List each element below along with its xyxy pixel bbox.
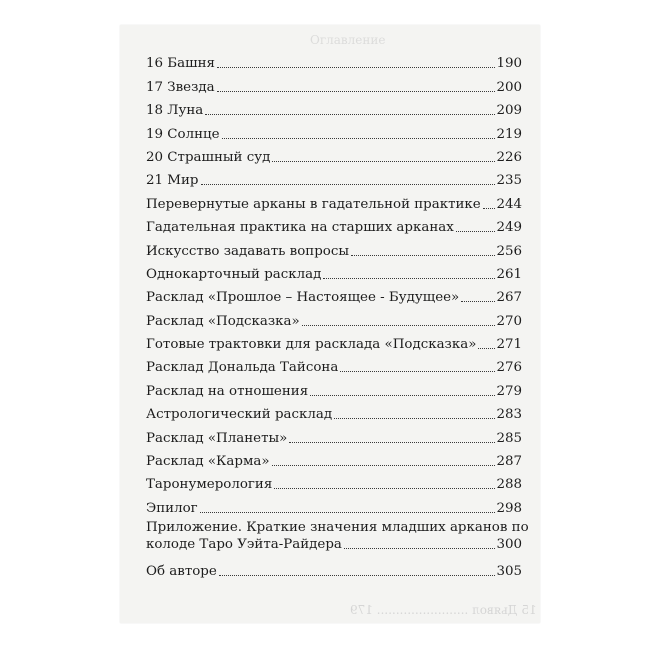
dot-leader <box>456 231 496 232</box>
toc-entry-page: 298 <box>496 500 522 516</box>
toc-entry <box>146 282 522 305</box>
dot-leader <box>289 442 495 443</box>
toc-entry <box>146 305 522 328</box>
toc-entry <box>146 329 522 352</box>
toc-entry <box>146 352 522 375</box>
toc-entry-page: 256 <box>496 243 522 259</box>
toc-entry <box>146 375 522 398</box>
dot-leader <box>351 255 495 256</box>
dot-leader <box>217 67 495 68</box>
toc-entry-page: 200 <box>496 79 522 95</box>
dot-leader <box>340 371 495 372</box>
toc-entry-title: Расклад «Планеты» <box>146 430 288 446</box>
dot-leader <box>310 395 495 396</box>
toc-entry-page: 276 <box>496 360 522 376</box>
toc-entry-title: 18 Луна <box>146 103 204 119</box>
toc-entry-page: 249 <box>496 220 522 236</box>
dot-leader <box>478 348 495 349</box>
dot-leader <box>334 418 495 419</box>
toc-entry-title: 17 Звезда <box>146 79 215 95</box>
toc-entry-page: 270 <box>496 313 522 329</box>
toc-entry <box>146 235 522 258</box>
toc-entry <box>146 48 522 71</box>
toc-entry-title: Гадательная практика на старших арканах <box>146 220 454 236</box>
dot-leader <box>302 325 496 326</box>
toc-entry-page: 261 <box>496 266 522 282</box>
toc-entry <box>146 212 522 235</box>
book-page <box>120 25 540 623</box>
toc-entry-page: 190 <box>496 56 522 72</box>
toc-entry-page: 244 <box>496 196 522 212</box>
bleed-through-text: 15 Дьявол ........................ 179 <box>350 603 537 617</box>
toc-entry-title-continued: колоде Таро Уэйта-Райдера <box>146 536 342 552</box>
toc-entry-page: 271 <box>496 337 522 353</box>
toc-entry <box>146 118 522 141</box>
toc-entry-title: Эпилог <box>146 500 198 516</box>
toc-entry <box>146 492 522 515</box>
dot-leader <box>205 114 495 115</box>
toc-entry-second-line <box>146 537 522 552</box>
toc-entry-title: Искусство задавать вопросы <box>146 243 349 259</box>
dot-leader <box>323 278 495 279</box>
dot-leader <box>201 184 496 185</box>
dot-leader <box>483 208 496 209</box>
dot-leader <box>219 575 496 576</box>
toc-entry-title: 20 Страшный суд <box>146 149 271 165</box>
toc-entry <box>146 469 522 492</box>
dot-leader <box>344 548 496 549</box>
bleed-through-text: Оглавление <box>310 33 386 47</box>
toc-entry <box>146 165 522 188</box>
toc-entry-title: Расклад Дональда Тайсона <box>146 360 339 376</box>
toc-entry <box>146 399 522 422</box>
toc-entry-title: Расклад на отношения <box>146 383 309 399</box>
toc-entry-page: 219 <box>496 126 522 142</box>
toc-entry <box>146 71 522 94</box>
toc-entry <box>146 95 522 118</box>
toc-entry-page: 283 <box>496 407 522 423</box>
table-of-contents <box>146 48 529 580</box>
toc-entry-page: 287 <box>496 454 522 470</box>
dot-leader <box>272 161 495 162</box>
toc-entry <box>146 516 529 552</box>
toc-entry-title: 19 Солнце <box>146 126 220 142</box>
dot-leader <box>274 488 495 489</box>
toc-entry <box>146 188 522 211</box>
toc-entry-title: Расклад «Карма» <box>146 454 270 470</box>
toc-entry-page: 288 <box>496 477 522 493</box>
toc-entry-title: Однокарточный расклад <box>146 266 322 282</box>
dot-leader <box>272 465 496 466</box>
toc-entry-page: 279 <box>496 383 522 399</box>
toc-entry-title: Астрологический расклад <box>146 407 333 423</box>
toc-entry-title: Таронумерология <box>146 477 273 493</box>
toc-entry-title: Расклад «Подсказка» <box>146 313 300 329</box>
toc-entry <box>146 556 522 579</box>
toc-entry-title: Расклад «Прошлое – Настоящее - Будущее» <box>146 290 460 306</box>
toc-entry-page: 300 <box>496 536 522 552</box>
toc-entry-page: 209 <box>496 103 522 119</box>
toc-entry-title: 16 Башня <box>146 56 215 72</box>
toc-entry <box>146 422 522 445</box>
toc-entry <box>146 259 522 282</box>
dot-leader <box>217 91 496 92</box>
toc-entry-title: 21 Мир <box>146 173 199 189</box>
toc-entry-title: Перевернутые арканы в гадательной практике <box>146 196 481 212</box>
toc-entry-page: 285 <box>496 430 522 446</box>
toc-entry-page: 305 <box>496 564 522 580</box>
toc-entry-title: Об авторе <box>146 564 217 580</box>
toc-entry-title: Готовые трактовки для расклада «Подсказка» <box>146 337 477 353</box>
toc-entry-page: 226 <box>496 149 522 165</box>
dot-leader <box>200 512 496 513</box>
toc-entry <box>146 446 522 469</box>
dot-leader <box>222 138 496 139</box>
toc-entry-page: 235 <box>496 173 522 189</box>
dot-leader <box>461 301 495 302</box>
toc-entry <box>146 142 522 165</box>
toc-entry-title: Приложение. Краткие значения младших арканов по <box>146 519 529 535</box>
toc-entry-page: 267 <box>496 290 522 306</box>
